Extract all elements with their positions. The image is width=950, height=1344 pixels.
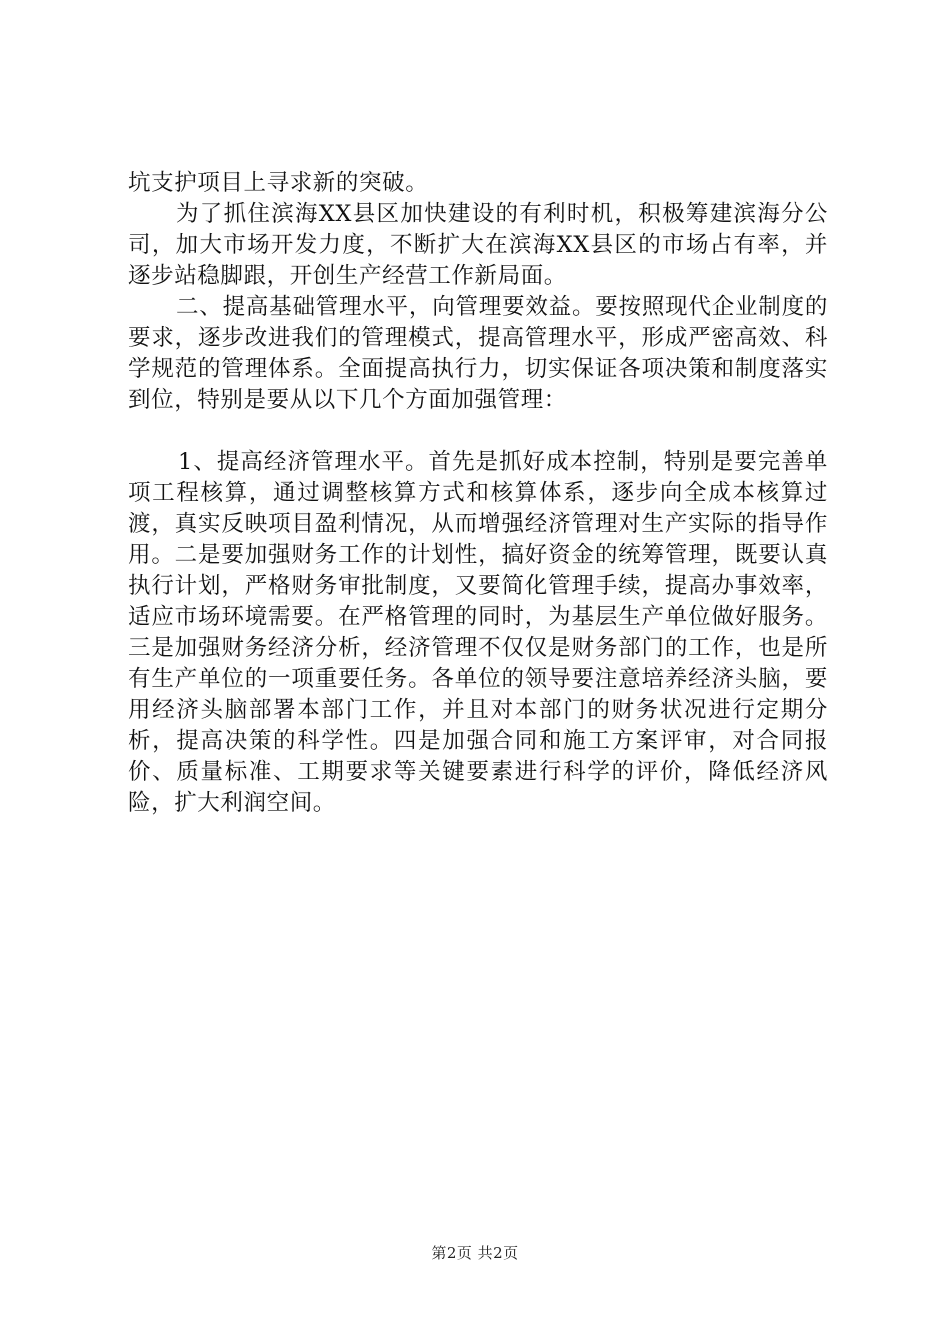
paragraph-section-two-heading: 二、提高基础管理水平，向管理要效益。要按照现代企业制度的要求，逐步改进我们的管理模式，提高管理水平，形成严密高效、科学规范的管理体系。全面提高执行力，切实保证各项决策和制度落实到位，特别是要从以下几个方面加强管理： — [128, 294, 828, 413]
paragraph-binhai-branch: 为了抓住滨海XX县区加快建设的有利时机，积极筹建滨海分公司，加大市场开发力度，不断扩大在滨海XX县区的市场占有率，并逐步站稳脚跟，开创生产经营工作新局面。 — [128, 201, 828, 289]
page-footer: 第2页 共2页 — [431, 1244, 519, 1262]
paragraph-continuation: 坑支护项目上寻求新的突破。 — [128, 170, 429, 196]
paragraph-economic-management: 1、提高经济管理水平。首先是抓好成本控制，特别是要完善单项工程核算，通过调整核算方式和核算体系，逐步向全成本核算过渡，真实反映项目盈利情况，从而增强经济管理对生产实际的指导作用。二是要加强财务工作的计划性，搞好资金的统筹管理，既要认真执行计划，严格财务审批制度，又要简化管理手续，提高办事效率，适应市场环境需要。在严格管理的同时，为基层生产单位做好服务。三是加强财务经济分析，经济管理不仅仅是财务部门的工作，也是所有生产单位的一项重要任务。各单位的领导要注意培养经济头脑，要用经济头脑部署本部门工作，并且对本部门的财务状况进行定期分析，提高决策的科学性。四是加强合同和施工方案评审，对合同报价、质量标准、工期要求等关键要素进行科学的评价，降低经济风险，扩大利润空间。 — [128, 449, 828, 816]
document-body — [128, 168, 828, 819]
